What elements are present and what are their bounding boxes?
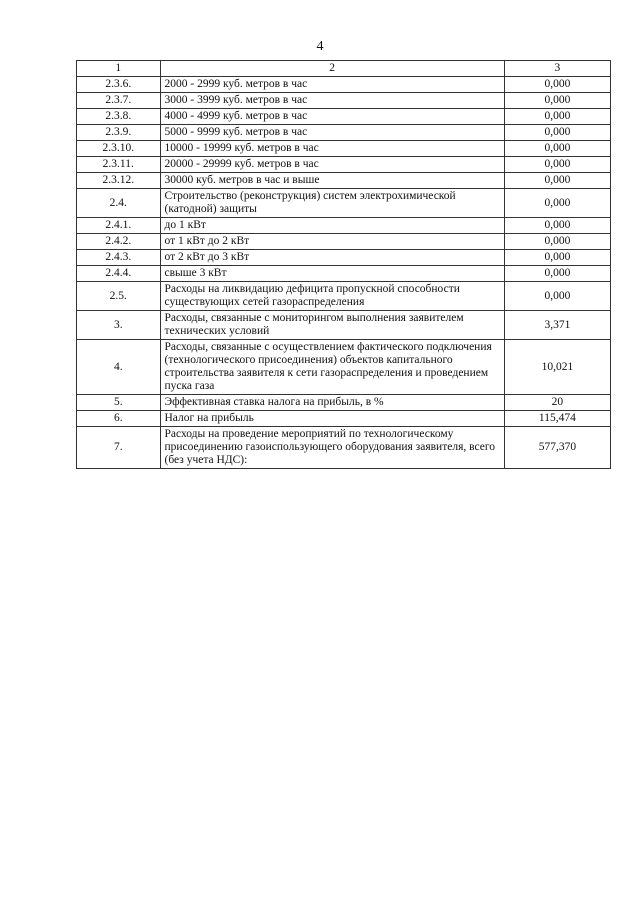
row-number: 6. [77, 411, 161, 427]
row-value: 0,000 [504, 218, 610, 234]
row-description: Расходы на ликвидацию дефицита пропускной способности существующих сетей газораспределения [160, 282, 504, 311]
row-value: 0,000 [504, 109, 610, 125]
row-number: 2.3.8. [77, 109, 161, 125]
table-row [77, 218, 611, 234]
row-description: 2000 - 2999 куб. метров в час [160, 77, 504, 93]
table-row [77, 411, 611, 427]
row-value: 0,000 [504, 93, 610, 109]
table-row [77, 282, 611, 311]
table-row [77, 395, 611, 411]
table-row [77, 340, 611, 395]
row-description: от 2 кВт до 3 кВт [160, 250, 504, 266]
row-number: 2.4.2. [77, 234, 161, 250]
row-value: 0,000 [504, 266, 610, 282]
header-col-3: 3 [504, 61, 610, 77]
row-value: 10,021 [504, 340, 610, 395]
row-number: 7. [77, 427, 161, 469]
table-row [77, 311, 611, 340]
row-description: Эффективная ставка налога на прибыль, в % [160, 395, 504, 411]
table-row [77, 266, 611, 282]
table-row [77, 77, 611, 93]
row-value: 0,000 [504, 234, 610, 250]
table-row [77, 189, 611, 218]
row-number: 2.3.10. [77, 141, 161, 157]
row-number: 2.3.6. [77, 77, 161, 93]
row-number: 5. [77, 395, 161, 411]
row-number: 2.3.7. [77, 93, 161, 109]
row-value: 0,000 [504, 125, 610, 141]
row-number: 2.3.9. [77, 125, 161, 141]
row-number: 2.4. [77, 189, 161, 218]
table-row [77, 427, 611, 469]
page-number: 4 [316, 39, 324, 54]
table-row [77, 173, 611, 189]
row-description: Расходы на проведение мероприятий по технологическому присоединению газоиспользующего оборудования заявителя, всего (без учета НДС): [160, 427, 504, 469]
row-value: 3,371 [504, 311, 610, 340]
table-row [77, 234, 611, 250]
row-description: Строительство (реконструкция) систем электрохимической (катодной) защиты [160, 189, 504, 218]
header-col-1: 1 [77, 61, 161, 77]
row-value: 0,000 [504, 173, 610, 189]
row-number: 2.4.4. [77, 266, 161, 282]
row-value: 0,000 [504, 157, 610, 173]
row-number: 2.4.1. [77, 218, 161, 234]
row-value: 577,370 [504, 427, 610, 469]
row-description: свыше 3 кВт [160, 266, 504, 282]
row-number: 4. [77, 340, 161, 395]
row-value: 0,000 [504, 250, 610, 266]
row-value: 115,474 [504, 411, 610, 427]
row-number: 2.3.11. [77, 157, 161, 173]
cost-table [76, 60, 611, 469]
row-value: 20 [504, 395, 610, 411]
row-number: 2.4.3. [77, 250, 161, 266]
row-number: 2.3.12. [77, 173, 161, 189]
row-description: 20000 - 29999 куб. метров в час [160, 157, 504, 173]
row-value: 0,000 [504, 189, 610, 218]
row-description: 30000 куб. метров в час и выше [160, 173, 504, 189]
row-description: до 1 кВт [160, 218, 504, 234]
row-description: 10000 - 19999 куб. метров в час [160, 141, 504, 157]
table-row [77, 93, 611, 109]
row-description: Расходы, связанные с мониторингом выполнения заявителем технических условий [160, 311, 504, 340]
row-value: 0,000 [504, 77, 610, 93]
table-header-row [77, 61, 611, 77]
row-description: 3000 - 3999 куб. метров в час [160, 93, 504, 109]
row-value: 0,000 [504, 141, 610, 157]
table-row [77, 141, 611, 157]
table-row [77, 157, 611, 173]
row-description: от 1 кВт до 2 кВт [160, 234, 504, 250]
row-number: 3. [77, 311, 161, 340]
table-row [77, 109, 611, 125]
table-row [77, 125, 611, 141]
row-description: Налог на прибыль [160, 411, 504, 427]
row-description: 5000 - 9999 куб. метров в час [160, 125, 504, 141]
table-row [77, 250, 611, 266]
row-number: 2.5. [77, 282, 161, 311]
row-description: Расходы, связанные с осуществлением фактического подключения (технологического присоединения) объектов капитального строительства заявителя к сети газораспределения и проведением пуска газа [160, 340, 504, 395]
row-value: 0,000 [504, 282, 610, 311]
header-col-2: 2 [160, 61, 504, 77]
row-description: 4000 - 4999 куб. метров в час [160, 109, 504, 125]
